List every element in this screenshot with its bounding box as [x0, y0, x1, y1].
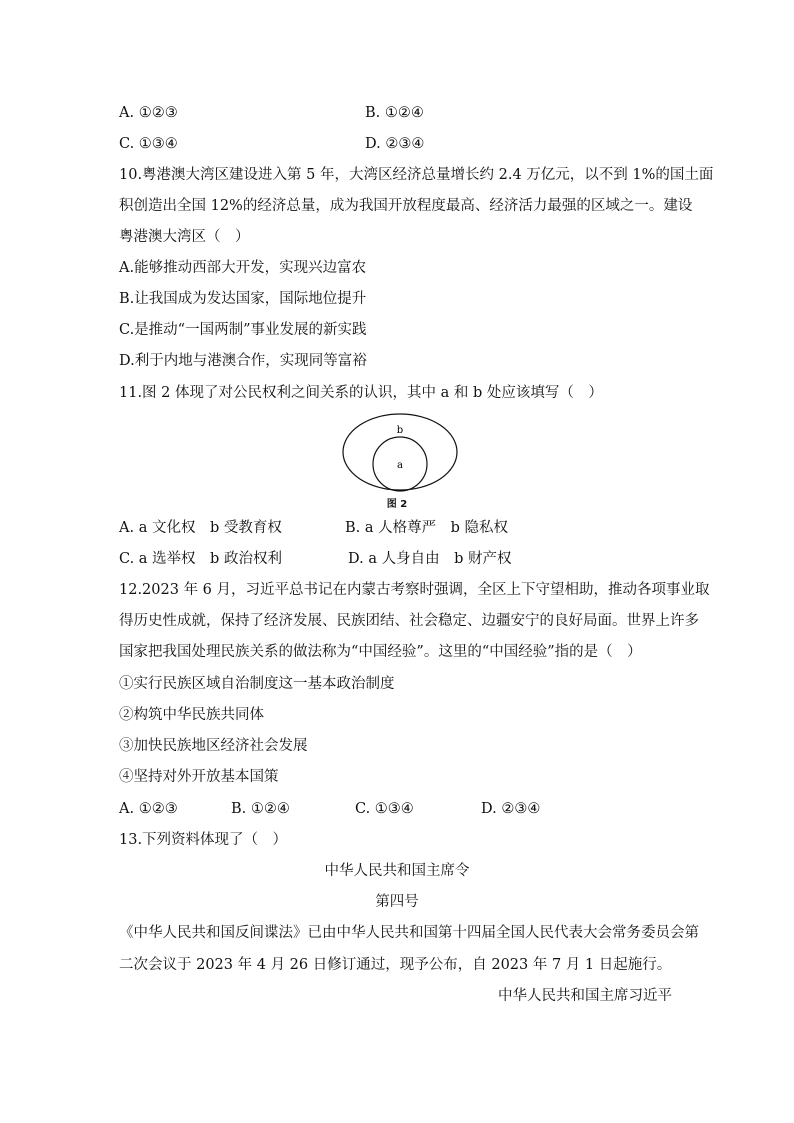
- decree-number: 第四号: [375, 894, 419, 910]
- q11-stem: 11.图 2 体现了对公民权利之间关系的认识，其中 a 和 b 处应该填写（ ）: [119, 385, 603, 401]
- decree-body-line-2: 二次会议于 2023 年 4 月 26 日修订通过，现予公布，自 2023 年 7 月 1 日起施行。: [119, 957, 672, 973]
- q9-option-b[interactable]: B. ①②④: [365, 105, 424, 121]
- venn-diagram: [341, 412, 459, 492]
- figure-caption: 图 2: [386, 499, 408, 510]
- q12-item-2: ②构筑中华民族共同体: [119, 707, 264, 723]
- q10-option-d[interactable]: D.利于内地与港澳合作，实现同等富裕: [119, 353, 367, 369]
- q9-option-a[interactable]: A. ①②③: [119, 105, 178, 121]
- outer-label: b: [396, 425, 404, 436]
- q12-item-1: ①实行民族区域自治制度这一基本政治制度: [119, 676, 395, 692]
- q12-option-c[interactable]: C. ①③④: [355, 801, 414, 817]
- q10-option-b[interactable]: B.让我国成为发达国家，国际地位提升: [119, 291, 367, 307]
- q11-option-b[interactable]: B. a 人格尊严 b 隐私权: [345, 520, 509, 536]
- q10-stem-line-1: 10.粤港澳大湾区建设进入第 5 年，大湾区经济总量增长约 2.4 万亿元，以不到 1%的国土面: [119, 167, 714, 183]
- decree-signature: 中华人民共和国主席习近平: [498, 988, 672, 1004]
- q10-stem-line-2: 积创造出全国 12%的经济总量，成为我国开放程度最高、经济活力最强的区域之一。建设: [119, 198, 693, 214]
- q9-option-d[interactable]: D. ②③④: [365, 136, 425, 152]
- q12-option-b[interactable]: B. ①②④: [231, 801, 290, 817]
- q10-stem-line-3: 粤港澳大湾区（ ）: [119, 229, 250, 245]
- q13-stem: 13.下列资料体现了（ ）: [119, 832, 288, 848]
- q11-option-d[interactable]: D. a 人身自由 b 财产权: [348, 551, 512, 567]
- q12-item-4: ④坚持对外开放基本国策: [119, 769, 279, 785]
- q9-option-c[interactable]: C. ①③④: [119, 136, 178, 152]
- q11-option-c[interactable]: C. a 选举权 b 政治权利: [119, 551, 282, 567]
- q11-option-a[interactable]: A. a 文化权 b 受教育权: [119, 520, 282, 536]
- q12-stem-line-2: 得历史性成就，保持了经济发展、民族团结、社会稳定、边疆安宁的良好局面。世界上许多: [119, 613, 699, 629]
- q12-stem-line-3: 国家把我国处理民族关系的做法称为“中国经验”。这里的“中国经验”指的是（ ）: [119, 644, 642, 660]
- q12-item-3: ③加快民族地区经济社会发展: [119, 738, 308, 754]
- q12-stem-line-1: 12.2023 年 6 月，习近平总书记在内蒙古考察时强调，全区上下守望相助，推动各项事业取: [119, 582, 710, 598]
- q12-option-a[interactable]: A. ①②③: [119, 801, 178, 817]
- inner-label: a: [397, 460, 403, 471]
- q12-option-d[interactable]: D. ②③④: [481, 801, 541, 817]
- q10-option-c[interactable]: C.是推动“一国两制”事业发展的新实践: [119, 322, 367, 338]
- decree-body-line-1: 《中华人民共和国反间谍法》已由中华人民共和国第十四届全国人民代表大会常务委员会第: [119, 925, 699, 941]
- decree-title: 中华人民共和国主席令: [324, 863, 470, 879]
- q10-option-a[interactable]: A.能够推动西部大开发，实现兴边富农: [119, 260, 367, 276]
